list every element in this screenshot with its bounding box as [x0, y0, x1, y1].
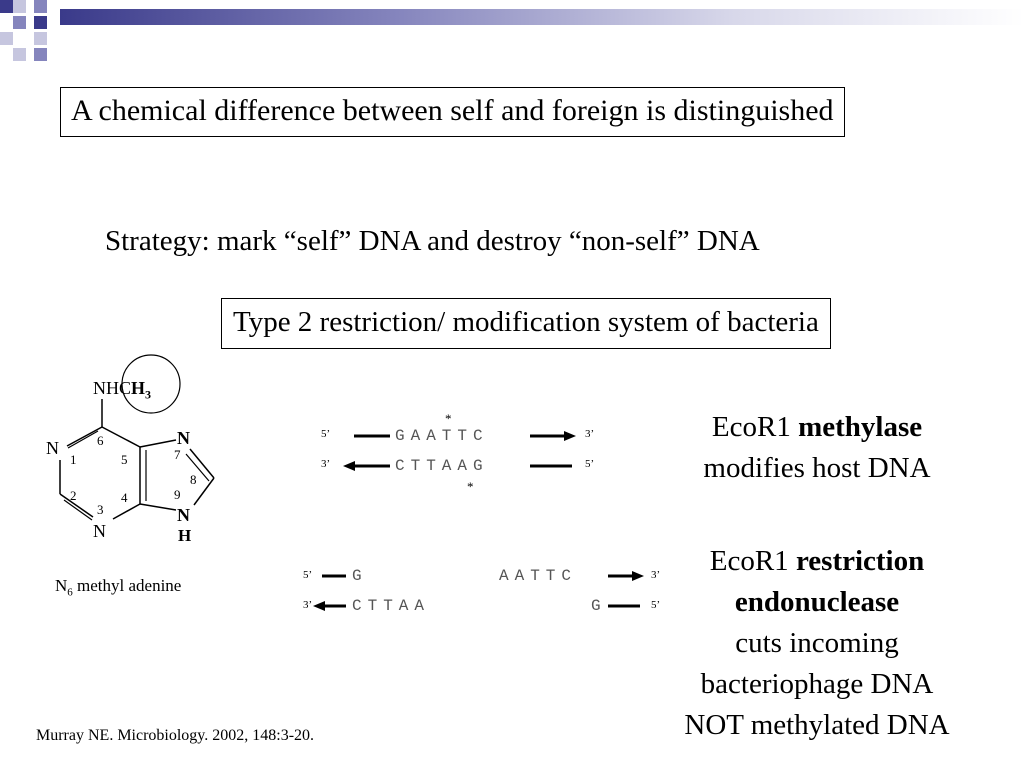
ring-number: 4 — [121, 490, 128, 505]
citation: Murray NE. Microbiology. 2002, 148:3-20. — [36, 727, 315, 744]
atom-n3: N — [93, 521, 106, 541]
strand-end-label: 5’ — [321, 428, 331, 440]
atom-h9: H — [178, 526, 192, 545]
atom-n9: N — [177, 505, 190, 525]
strand-end-label: 3’ — [303, 599, 313, 611]
methylase-line-2: modifies host DNA — [703, 452, 931, 484]
atom-n7: N — [177, 428, 190, 448]
caption-n: N — [55, 576, 68, 595]
methylase-bold: methylase — [798, 411, 923, 443]
strand-end-label: 3’ — [651, 569, 661, 581]
atom-n1: N — [46, 438, 59, 458]
ring-number: 8 — [190, 472, 197, 487]
caption-rest: methyl adenine — [72, 576, 182, 595]
group-nhc: NHC — [93, 378, 132, 398]
arrowhead — [313, 601, 325, 611]
ring-number: 1 — [70, 452, 77, 467]
strand-end-label: 3’ — [321, 458, 331, 470]
strand-end-label: 5’ — [303, 569, 313, 581]
system-text: Type 2 restriction/ modification system of bacteria — [233, 306, 819, 338]
endonuclease-line-4: bacteriophage DNA — [700, 668, 934, 700]
strand-end-label: 5’ — [585, 458, 595, 470]
right-fragment-bottom: G — [591, 597, 607, 615]
methylase-description — [676, 407, 958, 489]
caption-sub: 6 — [67, 586, 73, 599]
endonuclease-bold-1: restriction — [795, 545, 925, 577]
strategy-text: Strategy: mark “self” DNA and destroy “non-self” DNA — [105, 225, 760, 257]
right-fragment-top: AATTC — [499, 567, 578, 585]
ring-number: 7 — [174, 447, 181, 462]
ring-number: 9 — [174, 487, 181, 502]
arrowhead — [632, 571, 644, 581]
ring-number: 5 — [121, 452, 128, 467]
endonuclease-line-2 — [656, 582, 978, 623]
ring-number: 6 — [97, 433, 104, 448]
group-h: H — [131, 378, 146, 398]
left-fragment-bottom: CTTAA — [352, 597, 431, 615]
bottom-sequence: CTTAAG — [395, 457, 489, 475]
endonuclease-enzyme-name: EcoR1 — [709, 545, 796, 577]
endonuclease-bold-2: endonuclease — [734, 586, 900, 618]
methylase-enzyme-name: EcoR1 — [711, 411, 799, 443]
ring-number: 2 — [70, 488, 77, 503]
methylase-line-1 — [676, 407, 958, 448]
endonuclease-description — [656, 541, 978, 746]
methylation-star: * — [445, 411, 452, 426]
ring-number: 3 — [97, 502, 104, 517]
left-fragment-top: G — [352, 567, 368, 585]
endonuclease-line-1 — [656, 541, 978, 582]
endonuclease-line-3: cuts incoming — [735, 627, 899, 659]
top-sequence: GAATTC — [395, 427, 489, 445]
endonuclease-line-5: NOT methylated DNA — [684, 709, 950, 741]
strand-end-label: 3’ — [585, 428, 595, 440]
methylation-star: * — [467, 479, 474, 494]
strand-end-label: 5’ — [651, 599, 661, 611]
group-sub: 3 — [145, 387, 152, 402]
title-text: A chemical difference between self and foreign is distinguished — [71, 94, 834, 127]
